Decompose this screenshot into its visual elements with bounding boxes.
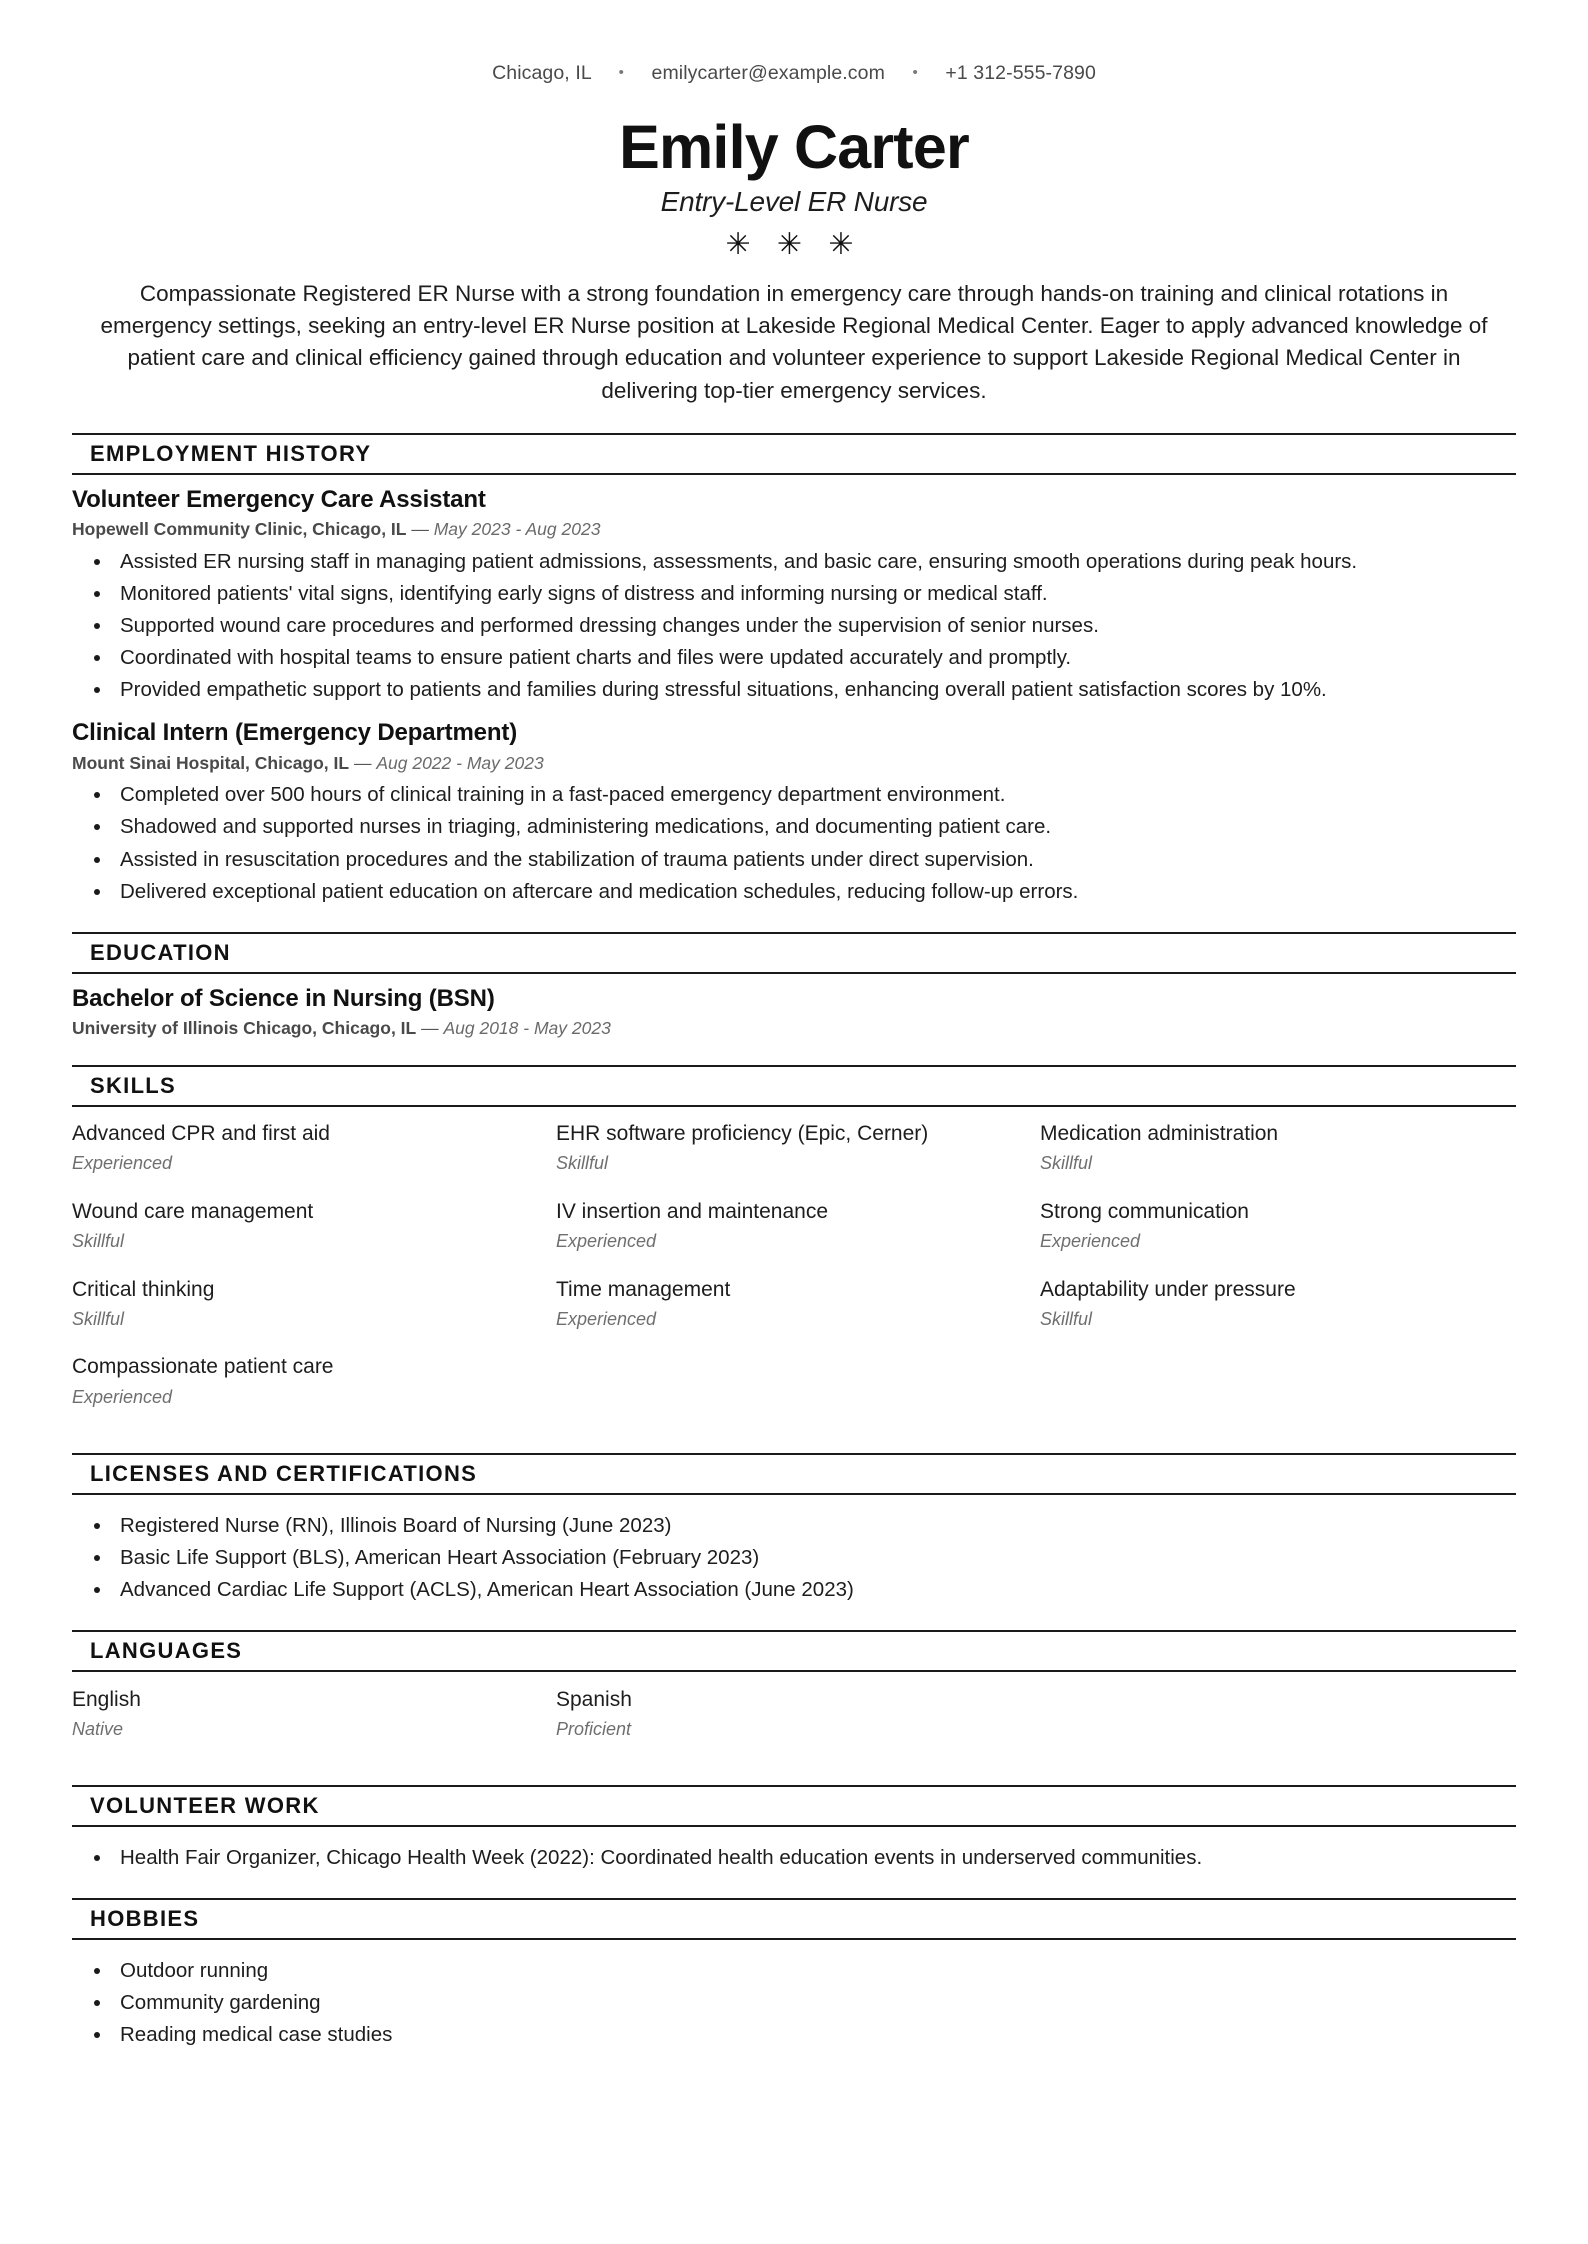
languages-grid	[72, 1682, 1516, 1760]
section-body	[72, 1495, 1516, 1604]
skill-level: Experienced	[556, 1231, 657, 1252]
skill-name: Wound care management	[72, 1199, 314, 1223]
volunteer-list	[72, 1843, 1516, 1872]
section-employment-history	[72, 433, 1516, 906]
list-item: Registered Nurse (RN), Illinois Board of Nursing (June 2023)	[72, 1511, 1516, 1540]
employment-entry	[72, 717, 1516, 905]
section-title: HOBBIES	[90, 1906, 200, 1932]
section-header	[72, 1785, 1516, 1827]
skills-grid	[72, 1116, 1516, 1427]
skill-item	[1040, 1194, 1516, 1272]
list-item: Coordinated with hospital teams to ensure patient charts and files were updated accurately and promptly.	[72, 643, 1516, 672]
entry-dash: —	[421, 1017, 439, 1038]
employment-entry	[72, 484, 1516, 704]
list-item: Delivered exceptional patient education on aftercare and medication schedules, reducing follow-up errors.	[72, 877, 1516, 906]
hobbies-list	[72, 1956, 1516, 2049]
skill-level: Experienced	[72, 1153, 173, 1174]
skill-item	[1040, 1116, 1516, 1194]
contact-separator-icon: •	[618, 64, 624, 81]
language-item	[72, 1682, 556, 1760]
section-body	[72, 1107, 1516, 1427]
skill-name: IV insertion and maintenance	[556, 1199, 829, 1223]
list-item: Basic Life Support (BLS), American Heart Association (February 2023)	[72, 1543, 1516, 1572]
entry-job-title: Clinical Intern (Emergency Department)	[72, 719, 518, 747]
skill-name: Advanced CPR and first aid	[72, 1122, 330, 1146]
skill-name: Adaptability under pressure	[1040, 1277, 1296, 1301]
entry-meta	[72, 752, 1516, 775]
section-body	[72, 1672, 1516, 1760]
list-item: Shadowed and supported nurses in triaging, administering medications, and documenting patient care.	[72, 812, 1516, 841]
list-item: Provided empathetic support to patients and families during stressful situations, enhancing overall patient satisfaction scores by 10%.	[72, 675, 1516, 704]
skill-level: Skillful	[556, 1153, 609, 1174]
section-education	[72, 932, 1516, 1040]
section-title: LANGUAGES	[90, 1637, 243, 1663]
professional-summary: Compassionate Registered ER Nurse with a strong foundation in emergency care through hands-on training and clinical rotations in emergency settings, seeking an entry-level ER Nurse position at Lakeside Regional Medical Center. Eager to apply advanced knowledge of patient care and clinical efficiency gained through education and volunteer experience to support Lakeside Regional Medical Center in delivering top-tier emergency services.	[100, 280, 1488, 403]
skill-item	[72, 1194, 556, 1272]
skill-level: Experienced	[556, 1308, 657, 1329]
skill-item	[556, 1116, 1040, 1194]
list-item: Community gardening	[72, 1988, 1516, 2017]
list-item: Monitored patients' vital signs, identifying early signs of distress and informing nursing or medical staff.	[72, 579, 1516, 608]
section-title: SKILLS	[90, 1073, 177, 1099]
entry-dates: Aug 2018 - May 2023	[443, 1017, 611, 1038]
entry-dates: Aug 2022 - May 2023	[376, 752, 544, 773]
section-body	[72, 1827, 1516, 1872]
entry-meta	[72, 518, 1516, 541]
section-body	[72, 974, 1516, 1040]
skill-level: Experienced	[1040, 1231, 1141, 1252]
entry-organization: Hopewell Community Clinic, Chicago, IL	[72, 519, 407, 540]
section-header	[72, 932, 1516, 974]
section-skills	[72, 1065, 1516, 1426]
skill-level: Skillful	[1040, 1308, 1093, 1329]
skill-item	[72, 1116, 556, 1194]
skill-name: Medication administration	[1040, 1122, 1279, 1146]
entry-degree-title: Bachelor of Science in Nursing (BSN)	[72, 984, 495, 1012]
asterisk-divider-icon: ✳ ✳ ✳	[725, 227, 863, 261]
section-languages	[72, 1630, 1516, 1759]
entry-bullet-list	[72, 547, 1516, 705]
list-item: Completed over 500 hours of clinical training in a fast-paced emergency department environment.	[72, 780, 1516, 809]
skill-item	[556, 1194, 1040, 1272]
resume-content	[72, 0, 1516, 2052]
skill-item	[556, 1272, 1040, 1350]
section-header	[72, 433, 1516, 475]
skill-name: Compassionate patient care	[72, 1355, 334, 1379]
contact-email[interactable]: emilycarter@example.com	[651, 62, 885, 84]
entry-dash: —	[411, 519, 429, 540]
contact-phone[interactable]: +1 312-555-7890	[945, 62, 1096, 84]
section-header	[72, 1065, 1516, 1107]
section-title: EMPLOYMENT HISTORY	[90, 441, 372, 467]
language-name: Spanish	[556, 1687, 632, 1711]
list-item: Supported wound care procedures and performed dressing changes under the supervision of senior nurses.	[72, 611, 1516, 640]
skill-name: Strong communication	[1040, 1199, 1249, 1223]
list-item: Assisted in resuscitation procedures and the stabilization of trauma patients under direct supervision.	[72, 845, 1516, 874]
candidate-name: Emily Carter	[619, 113, 969, 181]
section-header	[72, 1898, 1516, 1940]
skill-level: Experienced	[72, 1386, 173, 1407]
licenses-list	[72, 1511, 1516, 1604]
section-header	[72, 1453, 1516, 1495]
entry-meta	[72, 1017, 1516, 1040]
entry-dates: May 2023 - Aug 2023	[433, 519, 601, 540]
section-volunteer-work	[72, 1785, 1516, 1872]
list-item: Reading medical case studies	[72, 2020, 1516, 2049]
language-level: Native	[72, 1718, 124, 1739]
skill-name: Time management	[556, 1277, 731, 1301]
section-hobbies	[72, 1898, 1516, 2049]
section-title: EDUCATION	[90, 939, 231, 965]
list-item: Outdoor running	[72, 1956, 1516, 1985]
list-item: Advanced Cardiac Life Support (ACLS), American Heart Association (June 2023)	[72, 1575, 1516, 1604]
skill-item	[72, 1272, 556, 1350]
education-entry	[72, 983, 1516, 1040]
contact-separator-icon: •	[912, 64, 918, 81]
skill-level: Skillful	[1040, 1153, 1093, 1174]
list-item: Assisted ER nursing staff in managing patient admissions, assessments, and basic care, ensuring smooth operations during peak hours.	[72, 547, 1516, 576]
section-header	[72, 1630, 1516, 1672]
contact-location: Chicago, IL	[492, 62, 592, 84]
list-item: Health Fair Organizer, Chicago Health Week (2022): Coordinated health education events in underserved communities.	[72, 1843, 1516, 1872]
contact-line	[72, 62, 1516, 85]
skill-name: EHR software proficiency (Epic, Cerner)	[556, 1122, 929, 1146]
skill-item	[1040, 1272, 1516, 1350]
section-licenses-certifications	[72, 1453, 1516, 1604]
section-title: LICENSES AND CERTIFICATIONS	[90, 1460, 478, 1486]
language-item	[556, 1682, 1516, 1760]
entry-organization: Mount Sinai Hospital, Chicago, IL	[72, 752, 350, 773]
entry-institution: University of Illinois Chicago, Chicago, IL	[72, 1017, 417, 1038]
language-name: English	[72, 1687, 141, 1711]
language-level: Proficient	[556, 1718, 632, 1739]
skill-level: Skillful	[72, 1231, 125, 1252]
section-body	[72, 1940, 1516, 2049]
section-title: VOLUNTEER WORK	[90, 1793, 320, 1819]
candidate-job-title: Entry-Level ER Nurse	[660, 185, 928, 217]
skill-name: Critical thinking	[72, 1277, 215, 1301]
skill-item	[72, 1349, 556, 1427]
skill-level: Skillful	[72, 1308, 125, 1329]
entry-bullet-list	[72, 780, 1516, 905]
entry-dash: —	[353, 752, 372, 773]
section-body	[72, 475, 1516, 906]
entry-job-title: Volunteer Emergency Care Assistant	[72, 485, 486, 513]
